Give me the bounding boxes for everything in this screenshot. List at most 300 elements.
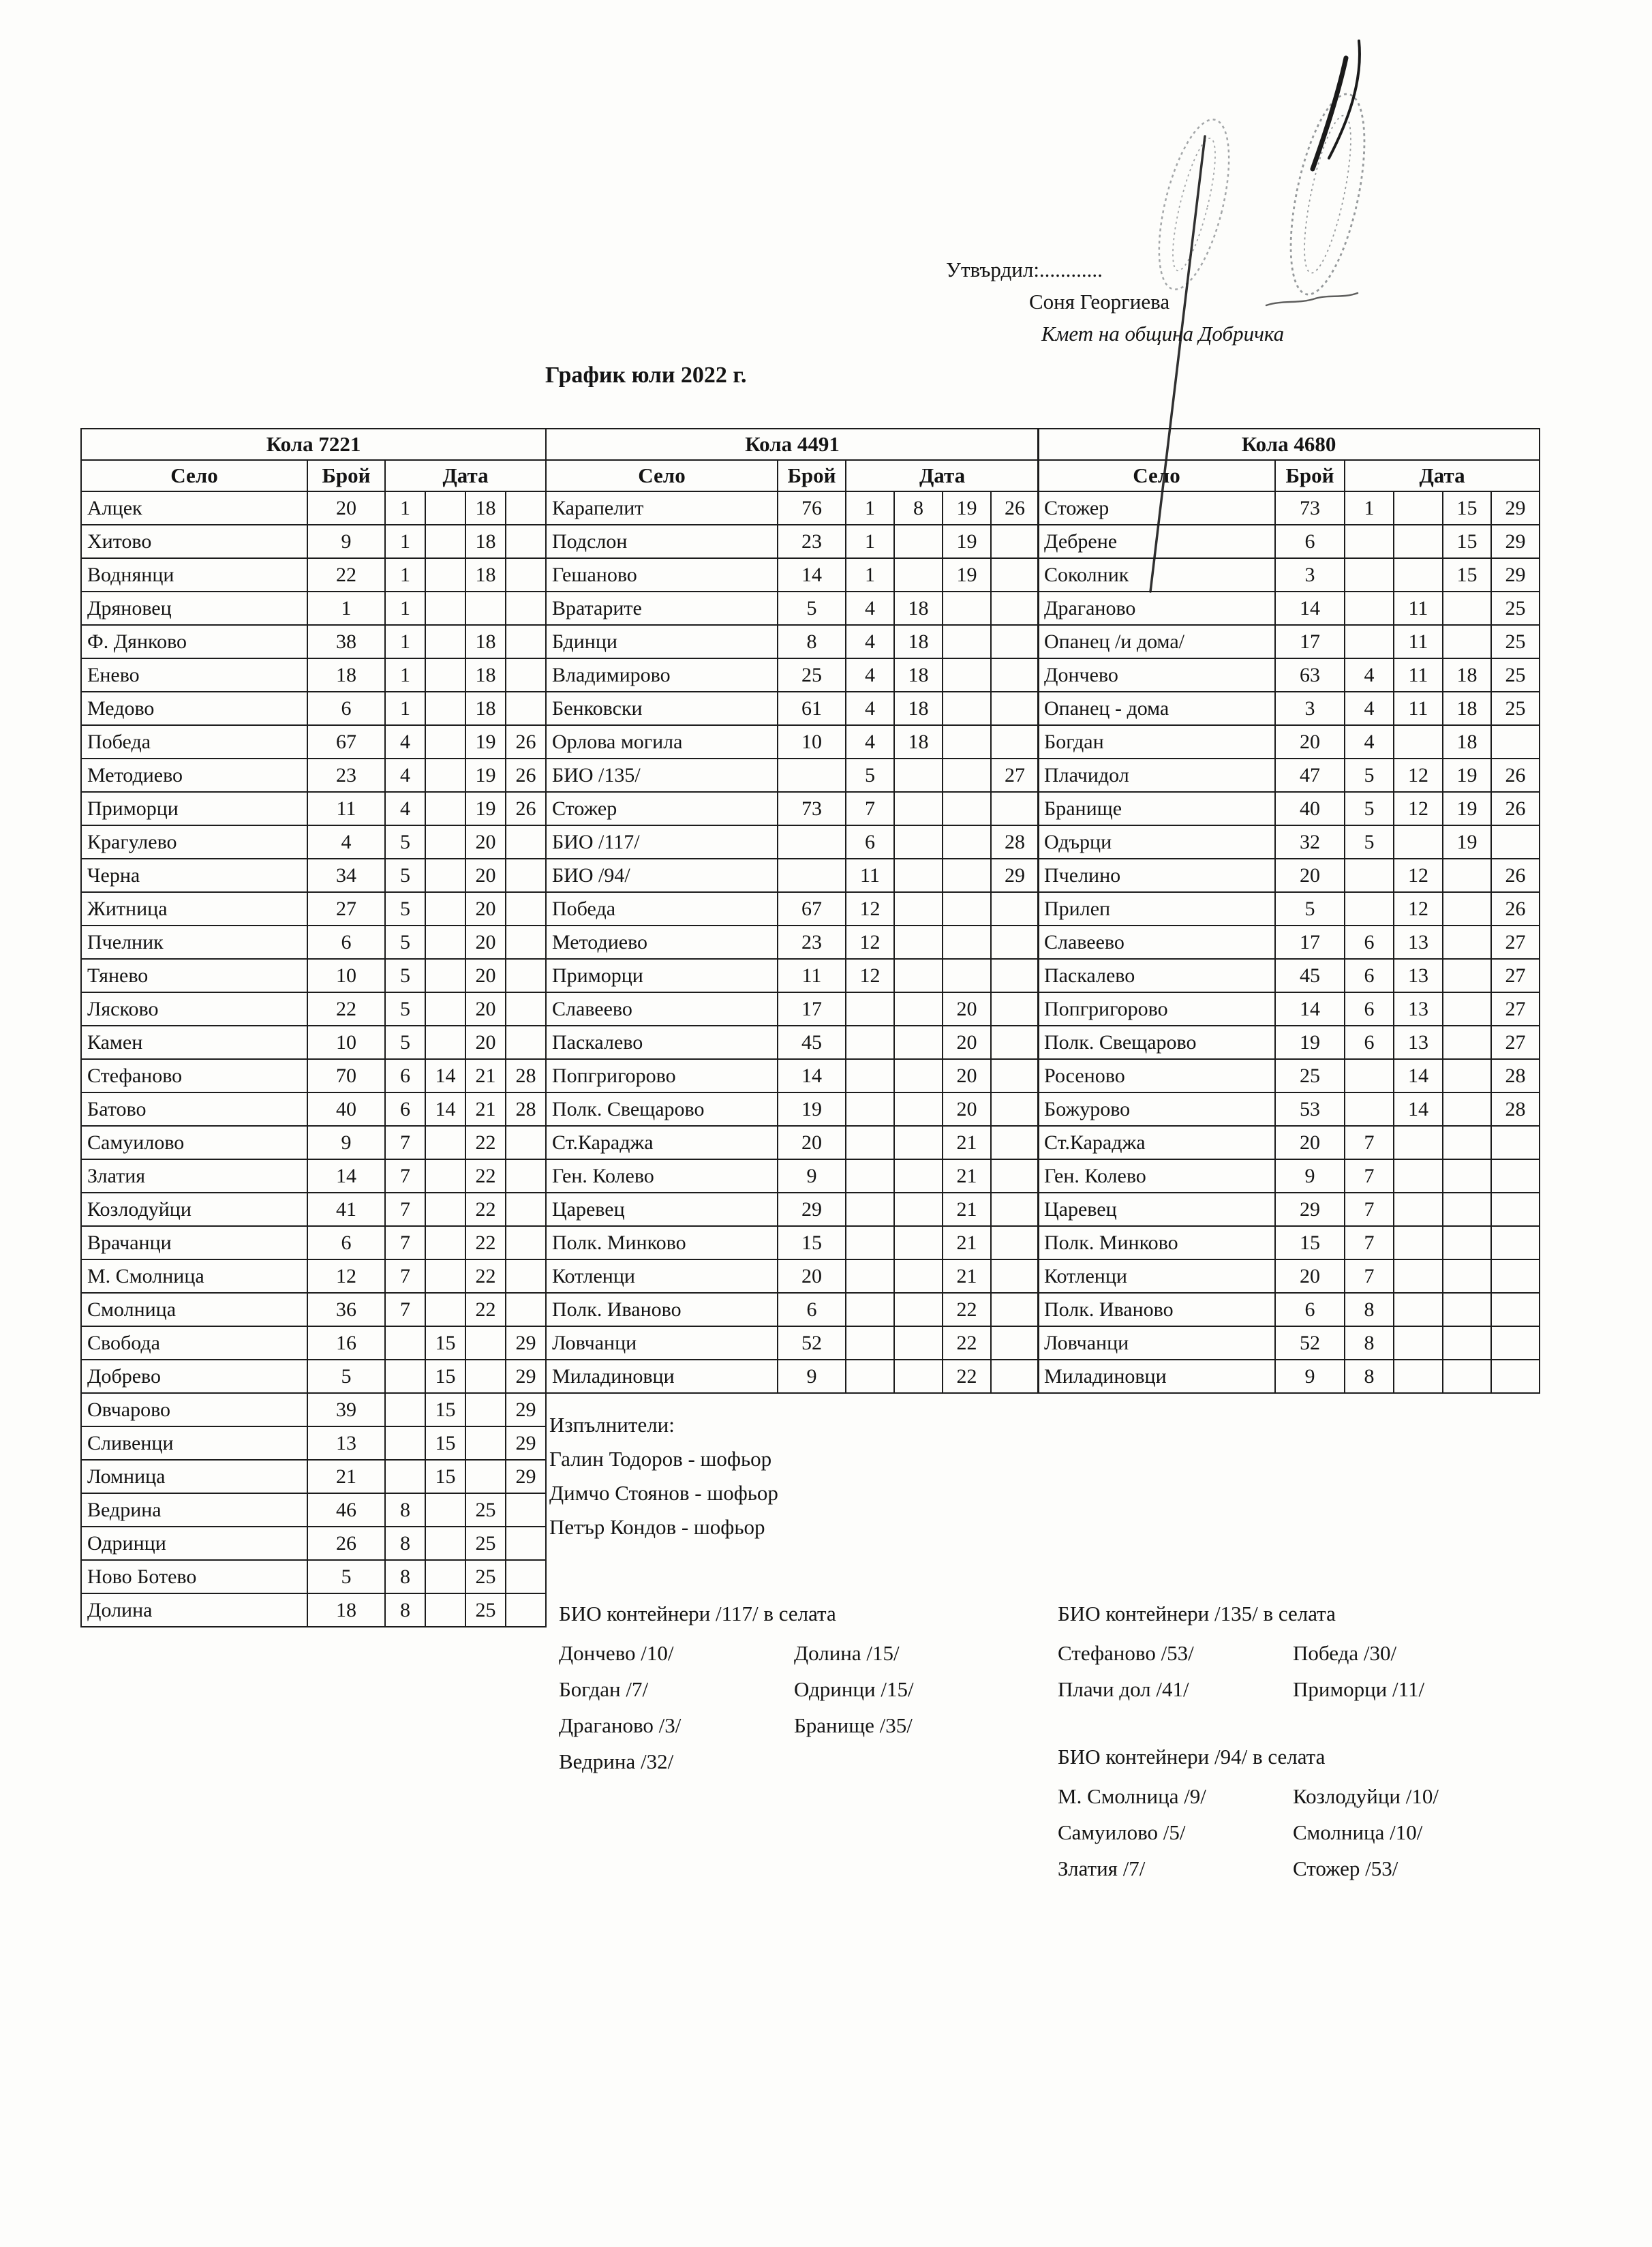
- village-cell: Полк. Иваново: [1038, 1293, 1275, 1326]
- date-cell: 20: [943, 992, 991, 1026]
- table-row: [81, 692, 546, 725]
- date-cell: 22: [943, 1293, 991, 1326]
- date-cell: [425, 1159, 465, 1193]
- date-cell: [506, 692, 546, 725]
- date-cell: 1: [846, 558, 894, 592]
- date-cell: [506, 892, 546, 926]
- executor-item: Галин Тодоров - шофьор: [549, 1447, 772, 1471]
- date-cell: 14: [425, 1092, 465, 1126]
- date-cell: [894, 1159, 943, 1193]
- table-row: [81, 1026, 546, 1059]
- village-cell: Полк. Свещарово: [546, 1092, 778, 1126]
- date-cell: 19: [943, 558, 991, 592]
- table-row: [546, 1026, 1039, 1059]
- count-cell: 17: [1275, 625, 1345, 658]
- date-cell: [425, 1527, 465, 1560]
- village-cell: Царевец: [1038, 1193, 1275, 1226]
- table-row: [1038, 1259, 1540, 1293]
- table-row: [1038, 992, 1540, 1026]
- count-cell: 14: [307, 1159, 385, 1193]
- date-cell: [894, 1360, 943, 1393]
- table-row: [546, 1360, 1039, 1393]
- date-cell: 15: [1443, 558, 1491, 592]
- date-cell: 20: [465, 959, 506, 992]
- bio-cell: Златия /7/: [1058, 1856, 1146, 1880]
- date-cell: 7: [1345, 1259, 1394, 1293]
- date-cell: [846, 1159, 894, 1193]
- table-row: [1038, 725, 1540, 759]
- table-row: [81, 1426, 546, 1460]
- date-cell: [991, 625, 1039, 658]
- date-cell: 7: [1345, 1159, 1394, 1193]
- date-cell: 7: [385, 1259, 425, 1293]
- count-cell: 13: [307, 1426, 385, 1460]
- date-cell: [894, 859, 943, 892]
- bio-row: [1058, 1638, 1528, 1675]
- count-cell: 9: [307, 1126, 385, 1159]
- date-cell: [943, 959, 991, 992]
- bio-cell: Стожер /53/: [1293, 1856, 1398, 1880]
- date-cell: 4: [846, 725, 894, 759]
- date-cell: [506, 825, 546, 859]
- executor-item: Петър Кондов - шофьор: [549, 1515, 765, 1539]
- date-cell: [1491, 1159, 1540, 1193]
- count-cell: 20: [778, 1126, 846, 1159]
- column-header-village: Село: [1038, 460, 1275, 491]
- date-cell: [846, 1193, 894, 1226]
- executors-block: [549, 1408, 778, 1544]
- date-cell: [1443, 892, 1491, 926]
- date-cell: [1394, 825, 1443, 859]
- date-cell: 28: [506, 1092, 546, 1126]
- date-cell: [425, 792, 465, 825]
- date-cell: 19: [943, 491, 991, 525]
- table-row: [546, 992, 1039, 1026]
- date-cell: [943, 859, 991, 892]
- village-cell: Ломница: [81, 1460, 307, 1493]
- date-cell: 28: [1491, 1092, 1540, 1126]
- village-cell: Приморци: [546, 959, 778, 992]
- date-cell: 22: [465, 1259, 506, 1293]
- table-row: [81, 1560, 546, 1593]
- date-cell: [425, 1126, 465, 1159]
- date-cell: [1394, 1259, 1443, 1293]
- date-cell: 1: [846, 525, 894, 558]
- count-cell: [778, 825, 846, 859]
- date-cell: 6: [1345, 959, 1394, 992]
- village-cell: Златия: [81, 1159, 307, 1193]
- bio-row: [559, 1747, 1029, 1783]
- count-cell: 63: [1275, 658, 1345, 692]
- table-row: [1038, 592, 1540, 625]
- date-cell: [991, 1360, 1039, 1393]
- village-cell: Воднянци: [81, 558, 307, 592]
- date-cell: [1394, 1159, 1443, 1193]
- village-cell: Драганово: [1038, 592, 1275, 625]
- table-row: [81, 892, 546, 926]
- date-cell: 14: [425, 1059, 465, 1092]
- date-cell: [1345, 1059, 1394, 1092]
- date-cell: [506, 1593, 546, 1627]
- date-cell: [1443, 1026, 1491, 1059]
- date-cell: 8: [1345, 1360, 1394, 1393]
- column-header-village: Село: [546, 460, 778, 491]
- village-cell: Попгригорово: [1038, 992, 1275, 1026]
- date-cell: [894, 558, 943, 592]
- date-cell: [943, 692, 991, 725]
- date-cell: [894, 792, 943, 825]
- count-cell: 3: [1275, 692, 1345, 725]
- date-cell: [385, 1426, 425, 1460]
- date-cell: [425, 1026, 465, 1059]
- date-cell: 29: [1491, 558, 1540, 592]
- date-cell: [991, 1193, 1039, 1226]
- date-cell: [425, 1193, 465, 1226]
- count-cell: 10: [307, 1026, 385, 1059]
- date-cell: 22: [943, 1326, 991, 1360]
- date-cell: 4: [385, 792, 425, 825]
- date-cell: 4: [846, 592, 894, 625]
- date-cell: 20: [943, 1026, 991, 1059]
- date-cell: [506, 992, 546, 1026]
- date-cell: 28: [1491, 1059, 1540, 1092]
- bio-cell: Козлодуйци /10/: [1293, 1784, 1439, 1808]
- village-cell: Полк. Минково: [546, 1226, 778, 1259]
- date-cell: 4: [385, 759, 425, 792]
- table-row: [546, 759, 1039, 792]
- count-cell: 20: [1275, 725, 1345, 759]
- schedule-table-kola-7221: [80, 428, 547, 1627]
- count-cell: [778, 759, 846, 792]
- bio-cell: [794, 1747, 1029, 1783]
- date-cell: [506, 1159, 546, 1193]
- village-cell: Ведрина: [81, 1493, 307, 1527]
- date-cell: [506, 1259, 546, 1293]
- date-cell: 4: [846, 625, 894, 658]
- date-cell: [991, 1092, 1039, 1126]
- date-cell: [943, 592, 991, 625]
- village-cell: Сливенци: [81, 1426, 307, 1460]
- date-cell: [1394, 1326, 1443, 1360]
- table-row: [81, 658, 546, 692]
- village-cell: Батово: [81, 1092, 307, 1126]
- date-cell: [846, 1026, 894, 1059]
- date-cell: [1443, 926, 1491, 959]
- village-cell: Черна: [81, 859, 307, 892]
- date-cell: [465, 1393, 506, 1426]
- bio-cell: Бранище /35/: [794, 1713, 913, 1737]
- date-cell: [425, 491, 465, 525]
- date-cell: [1491, 1293, 1540, 1326]
- village-cell: Стефаново: [81, 1059, 307, 1092]
- count-cell: 22: [307, 992, 385, 1026]
- column-header-date: Дата: [385, 460, 546, 491]
- count-cell: 52: [1275, 1326, 1345, 1360]
- village-cell: Опанец /и дома/: [1038, 625, 1275, 658]
- date-cell: 6: [385, 1092, 425, 1126]
- count-cell: 14: [778, 1059, 846, 1092]
- count-cell: 23: [778, 525, 846, 558]
- date-cell: [991, 658, 1039, 692]
- count-cell: 9: [778, 1360, 846, 1393]
- date-cell: 20: [465, 926, 506, 959]
- table-row: [546, 892, 1039, 926]
- bio-row: [559, 1638, 1029, 1675]
- date-cell: [465, 1426, 506, 1460]
- date-cell: [1394, 1126, 1443, 1159]
- date-cell: 5: [385, 926, 425, 959]
- date-cell: 18: [1443, 725, 1491, 759]
- village-cell: Житница: [81, 892, 307, 926]
- executor-item: Димчо Стоянов - шофьор: [549, 1481, 778, 1505]
- village-cell: Приморци: [81, 792, 307, 825]
- count-cell: 20: [1275, 1259, 1345, 1293]
- date-cell: 5: [385, 992, 425, 1026]
- date-cell: [1491, 1226, 1540, 1259]
- table-row: [1038, 525, 1540, 558]
- table-row: [546, 725, 1039, 759]
- bio-cell: Плачи дол /41/: [1058, 1677, 1189, 1701]
- table-row: [1038, 1092, 1540, 1126]
- village-cell: Енево: [81, 658, 307, 692]
- table-row: [546, 558, 1039, 592]
- date-cell: 13: [1394, 926, 1443, 959]
- date-cell: [1491, 1360, 1540, 1393]
- village-cell: Стожер: [1038, 491, 1275, 525]
- village-cell: Полк. Свещарово: [1038, 1026, 1275, 1059]
- village-cell: Хитово: [81, 525, 307, 558]
- village-cell: Ген. Колево: [546, 1159, 778, 1193]
- column-header-village: Село: [81, 460, 307, 491]
- date-cell: [1443, 1193, 1491, 1226]
- count-cell: 19: [1275, 1026, 1345, 1059]
- bio-cell: Смолница /10/: [1293, 1820, 1423, 1844]
- bio-row: [1058, 1818, 1528, 1854]
- date-cell: [1345, 859, 1394, 892]
- count-cell: 73: [778, 792, 846, 825]
- date-cell: [943, 625, 991, 658]
- village-cell: Паскалево: [1038, 959, 1275, 992]
- table-row: [1038, 1360, 1540, 1393]
- date-cell: [425, 525, 465, 558]
- date-cell: [894, 1026, 943, 1059]
- village-cell: Добрево: [81, 1360, 307, 1393]
- bio-row: [1058, 1782, 1528, 1818]
- table-row: [1038, 558, 1540, 592]
- village-cell: Царевец: [546, 1193, 778, 1226]
- date-cell: 8: [385, 1560, 425, 1593]
- village-cell: Ловчанци: [546, 1326, 778, 1360]
- date-cell: 1: [385, 592, 425, 625]
- date-cell: 7: [1345, 1193, 1394, 1226]
- count-cell: 73: [1275, 491, 1345, 525]
- count-cell: 67: [778, 892, 846, 926]
- date-cell: [1345, 525, 1394, 558]
- date-cell: 21: [943, 1193, 991, 1226]
- date-cell: 7: [846, 792, 894, 825]
- table-row: [81, 759, 546, 792]
- date-cell: [506, 558, 546, 592]
- village-cell: Ловчанци: [1038, 1326, 1275, 1360]
- column-header-date: Дата: [846, 460, 1039, 491]
- date-cell: 20: [943, 1059, 991, 1092]
- count-cell: 19: [778, 1092, 846, 1126]
- count-cell: 6: [1275, 525, 1345, 558]
- date-cell: 4: [1345, 692, 1394, 725]
- date-cell: [425, 892, 465, 926]
- date-cell: [991, 592, 1039, 625]
- village-cell: Гешаново: [546, 558, 778, 592]
- bio-cell: Приморци /11/: [1293, 1677, 1425, 1701]
- date-cell: [991, 1159, 1039, 1193]
- bio-cell: Долина /15/: [794, 1641, 900, 1665]
- date-cell: [1443, 959, 1491, 992]
- count-cell: 6: [1275, 1293, 1345, 1326]
- table-row: [546, 1126, 1039, 1159]
- table-row: [81, 926, 546, 959]
- table-row: [1038, 1293, 1540, 1326]
- date-cell: [991, 1293, 1039, 1326]
- date-cell: 27: [1491, 992, 1540, 1026]
- table-row: [1038, 1026, 1540, 1059]
- date-cell: [1491, 825, 1540, 859]
- date-cell: 20: [465, 1026, 506, 1059]
- date-cell: [894, 1092, 943, 1126]
- bio-cell: М. Смолница /9/: [1058, 1784, 1206, 1808]
- count-cell: [778, 859, 846, 892]
- column-header-count: Брой: [778, 460, 846, 491]
- table-row: [81, 825, 546, 859]
- bio-row: [559, 1711, 1029, 1747]
- date-cell: 25: [465, 1493, 506, 1527]
- date-cell: [991, 1226, 1039, 1259]
- village-cell: Миладиновци: [1038, 1360, 1275, 1393]
- date-cell: 18: [465, 558, 506, 592]
- count-cell: 26: [307, 1527, 385, 1560]
- date-cell: 11: [1394, 658, 1443, 692]
- bio-cell: Драганово /3/: [559, 1713, 682, 1737]
- table-row: [546, 825, 1039, 859]
- date-cell: 8: [1345, 1293, 1394, 1326]
- date-cell: [1443, 1159, 1491, 1193]
- date-cell: [506, 658, 546, 692]
- count-cell: 15: [1275, 1226, 1345, 1259]
- village-cell: Полк. Иваново: [546, 1293, 778, 1326]
- table-row: [81, 1326, 546, 1360]
- date-cell: 14: [1394, 1059, 1443, 1092]
- date-cell: 6: [846, 825, 894, 859]
- date-cell: [385, 1360, 425, 1393]
- date-cell: [943, 825, 991, 859]
- table-row: [546, 1259, 1039, 1293]
- date-cell: 25: [465, 1593, 506, 1627]
- date-cell: [894, 1059, 943, 1092]
- date-cell: 15: [425, 1426, 465, 1460]
- table-row: [81, 792, 546, 825]
- date-cell: 14: [1394, 1092, 1443, 1126]
- table-row: [1038, 491, 1540, 525]
- date-cell: 20: [943, 1092, 991, 1126]
- table-row: [546, 692, 1039, 725]
- date-cell: [425, 658, 465, 692]
- count-cell: 12: [307, 1259, 385, 1293]
- date-cell: 21: [943, 1259, 991, 1293]
- table-title: Кола 4491: [546, 429, 1039, 460]
- count-cell: 9: [1275, 1159, 1345, 1193]
- column-header-date: Дата: [1345, 460, 1540, 491]
- date-cell: 7: [385, 1226, 425, 1259]
- count-cell: 5: [778, 592, 846, 625]
- date-cell: 29: [1491, 491, 1540, 525]
- village-cell: Ст.Караджа: [546, 1126, 778, 1159]
- date-cell: [991, 1326, 1039, 1360]
- date-cell: 26: [1491, 892, 1540, 926]
- date-cell: [506, 625, 546, 658]
- approved-by-label: Утвърдил:............: [946, 258, 1103, 281]
- village-cell: Котленци: [1038, 1259, 1275, 1293]
- date-cell: 29: [506, 1426, 546, 1460]
- date-cell: [425, 1293, 465, 1326]
- executors-title: Изпълнители:: [549, 1413, 675, 1437]
- count-cell: 39: [307, 1393, 385, 1426]
- date-cell: 18: [465, 491, 506, 525]
- table-row: [81, 491, 546, 525]
- village-cell: Дебрене: [1038, 525, 1275, 558]
- date-cell: [425, 1493, 465, 1527]
- date-cell: [425, 692, 465, 725]
- table-row: [1038, 1226, 1540, 1259]
- date-cell: 7: [385, 1159, 425, 1193]
- village-cell: Орлова могила: [546, 725, 778, 759]
- table-title: Кола 7221: [81, 429, 546, 460]
- count-cell: 18: [307, 1593, 385, 1627]
- bio-cell: Богдан /7/: [559, 1677, 649, 1701]
- date-cell: 18: [894, 592, 943, 625]
- date-cell: 19: [465, 725, 506, 759]
- count-cell: 46: [307, 1493, 385, 1527]
- date-cell: 28: [506, 1059, 546, 1092]
- date-cell: [425, 592, 465, 625]
- date-cell: 4: [1345, 725, 1394, 759]
- date-cell: 1: [385, 491, 425, 525]
- date-cell: 20: [465, 992, 506, 1026]
- date-cell: 21: [943, 1159, 991, 1193]
- table-row: [1038, 859, 1540, 892]
- date-cell: 25: [1491, 625, 1540, 658]
- date-cell: [506, 592, 546, 625]
- table-row: [546, 926, 1039, 959]
- count-cell: 10: [307, 959, 385, 992]
- date-cell: 21: [465, 1059, 506, 1092]
- count-cell: 67: [307, 725, 385, 759]
- date-cell: 6: [1345, 992, 1394, 1026]
- table-row: [546, 959, 1039, 992]
- count-cell: 3: [1275, 558, 1345, 592]
- count-cell: 14: [1275, 992, 1345, 1026]
- table-row: [546, 1092, 1039, 1126]
- date-cell: 22: [943, 1360, 991, 1393]
- date-cell: 4: [1345, 658, 1394, 692]
- date-cell: [1443, 625, 1491, 658]
- count-cell: 17: [778, 992, 846, 1026]
- date-cell: 12: [846, 926, 894, 959]
- date-cell: [465, 592, 506, 625]
- date-cell: [1491, 1259, 1540, 1293]
- date-cell: [894, 959, 943, 992]
- count-cell: 8: [778, 625, 846, 658]
- date-cell: 29: [506, 1360, 546, 1393]
- date-cell: 18: [894, 658, 943, 692]
